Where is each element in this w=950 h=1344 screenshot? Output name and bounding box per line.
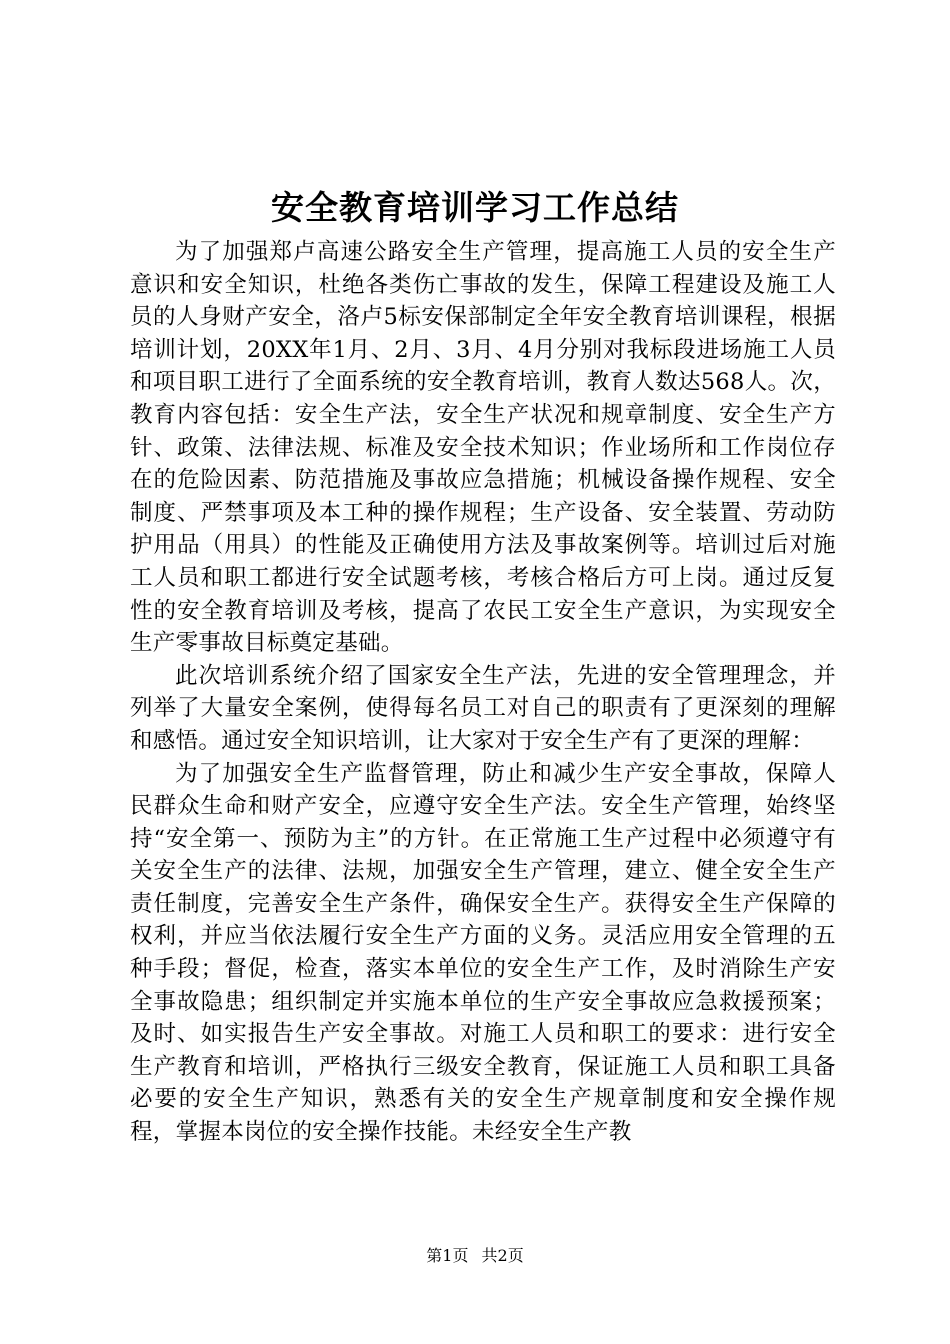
paragraph-1: 为了加强郑卢高速公路安全生产管理，提高施工人员的安全生产意识和安全知识，杜绝各类伤亡事故的发生，保障工程建设及施工人员的人身财产安全，洛卢5标安保部制定全年安全教育培训课程，根据培训计划，20XX年1月、2月、3月、4月分别对我标段进场施工人员和项目职工进行了全面系统的安全教育培训，教育人数达568人。次，教育内容包括：安全生产法，安全生产状况和规章制度、安全生产方针、政策、法律法规、标准及安全技术知识；作业场所和工作岗位存在的危险因素、防范措施及事故应急措施；机械设备操作规程、安全制度、严禁事项及本工种的操作规程；生产设备、安全装置、劳动防护用品（用具）的性能及正确使用方法及事故案例等。培训过后对施工人员和职工都进行安全试题考核，考核合格后方可上岗。通过反复性的安全教育培训及考核，提高了农民工安全生产意识，为实现安全生产零事故目标奠定基础。 <box>130 239 836 657</box>
paragraph-3: 为了加强安全生产监督管理，防止和减少生产安全事故，保障人民群众生命和财产安全，应遵守安全生产法。安全生产管理，始终坚持“安全第一、预防为主”的方针。在正常施工生产过程中必须遵守有关安全生产的法律、法规，加强安全生产管理，建立、健全安全生产责任制度，完善安全生产条件，确保安全生产。获得安全生产保障的权利，并应当依法履行安全生产方面的义务。灵活应用安全管理的五种手段；督促，检查，落实本单位的安全生产工作，及时消除生产安全事故隐患；组织制定并实施本单位的生产安全事故应急救援预案；及时、如实报告生产安全事故。对施工人员和职工的要求：进行安全生产教育和培训，严格执行三级安全教育，保证施工人员和职工具备必要的安全生产知识，熟悉有关的安全生产规章制度和安全操作规程，掌握本岗位的安全操作技能。未经安全生产教 <box>130 760 836 1146</box>
page-footer <box>0 1244 950 1268</box>
page-number-total: 共2页 <box>481 1246 524 1265</box>
paragraph-2: 此次培训系统介绍了国家安全生产法，先进的安全管理理念，并列举了大量安全案例，使得每名员工对自己的职责有了更深刻的理解和感悟。通过安全知识培训，让大家对于安全生产有了更深的理解： <box>130 662 836 754</box>
document-title: 安全教育培训学习工作总结 <box>271 188 679 227</box>
page-number-current: 第1页 <box>426 1246 469 1265</box>
document-body <box>130 236 836 1149</box>
